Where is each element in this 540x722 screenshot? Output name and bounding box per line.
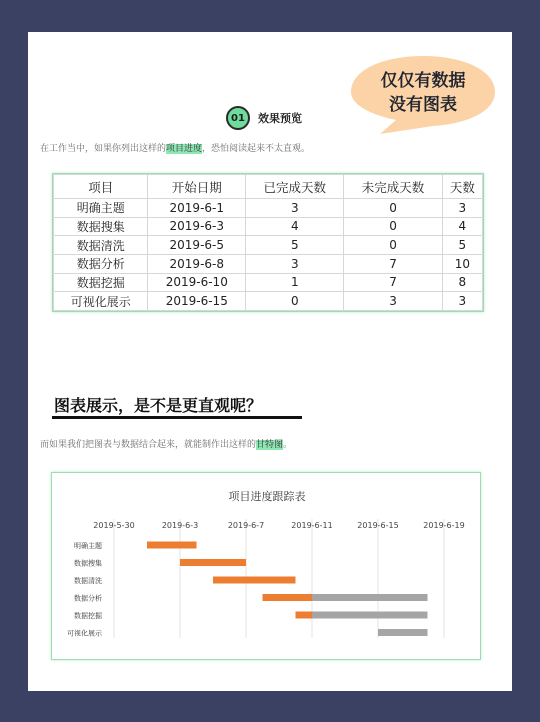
table-cell: 2019-6-15: [148, 292, 246, 311]
table-cell: 数据挖掘: [54, 273, 148, 292]
table-cell: 可视化展示: [54, 292, 148, 311]
table-cell: 1: [246, 273, 344, 292]
table-cell: 3: [344, 292, 442, 311]
section-number: 01: [226, 106, 250, 130]
table-cell: 3: [246, 199, 344, 218]
table-header: 项目: [54, 175, 148, 199]
table-cell: 数据清洗: [54, 236, 148, 255]
bubble-line-2: 没有图表: [389, 95, 457, 115]
intro2-paragraph: [40, 437, 292, 450]
intro2-text-after: 。: [283, 440, 293, 450]
table-header-row: [54, 175, 483, 199]
table-cell: 3: [442, 199, 482, 218]
table-cell: 明确主题: [54, 199, 148, 218]
x-tick-label: 2019-6-15: [357, 521, 399, 530]
chart-title: 项目进度跟踪表: [228, 490, 306, 503]
completed-bar: [180, 559, 246, 566]
table-row: [54, 292, 483, 311]
remaining-bar: [378, 629, 428, 636]
y-category-label: 数据清洗: [74, 577, 102, 585]
heading-underline: [52, 416, 302, 419]
y-category-label: 数据分析: [74, 594, 102, 603]
bubble-line-1: 仅仅有数据: [380, 71, 466, 91]
x-tick-label: 2019-5-30: [93, 521, 135, 530]
table-row: [54, 217, 483, 236]
table-cell: 0: [344, 199, 442, 218]
table-cell: 10: [442, 254, 482, 273]
table-cell: 2019-6-5: [148, 236, 246, 255]
table-cell: 3: [246, 254, 344, 273]
table-row: [54, 254, 483, 273]
table-cell: 4: [442, 217, 482, 236]
completed-bar: [263, 594, 313, 601]
x-tick-label: 2019-6-3: [161, 521, 199, 530]
table-row: [54, 273, 483, 292]
section-heading: 图表展示，是不是更直观呢？: [54, 396, 263, 415]
completed-bar: [147, 542, 197, 549]
completed-bar: [296, 612, 313, 619]
table-cell: 0: [246, 292, 344, 311]
table-row: [54, 199, 483, 218]
table-header: 开始日期: [148, 175, 246, 199]
intro2-highlight: 甘特图: [256, 440, 284, 450]
intro-paragraph: [40, 141, 310, 154]
table-cell: 2019-6-10: [148, 273, 246, 292]
table-cell: 2019-6-3: [148, 217, 246, 236]
table-cell: 2019-6-1: [148, 199, 246, 218]
table-cell: 7: [344, 273, 442, 292]
table-cell: 5: [246, 236, 344, 255]
document-page: [28, 32, 512, 691]
table-cell: 4: [246, 217, 344, 236]
table-cell: 0: [344, 217, 442, 236]
table-cell: 2019-6-8: [148, 254, 246, 273]
table-header: 已完成天数: [246, 175, 344, 199]
x-tick-label: 2019-6-19: [423, 521, 465, 530]
remaining-bar: [312, 594, 428, 601]
x-tick-label: 2019-6-11: [291, 521, 333, 530]
table-header: 未完成天数: [344, 175, 442, 199]
gantt-svg: [52, 473, 482, 661]
intro-text-after: ，恐怕阅读起来不太直观。: [202, 144, 311, 154]
table-cell: 3: [442, 292, 482, 311]
gantt-chart: [51, 472, 481, 660]
table-cell: 8: [442, 273, 482, 292]
table-cell: 5: [442, 236, 482, 255]
section-header: [226, 106, 302, 130]
intro-highlight: 项目进度: [166, 144, 203, 154]
table-cell: 数据分析: [54, 254, 148, 273]
y-category-label: 明确主题: [74, 542, 102, 550]
section-title: 效果预览: [258, 112, 302, 125]
completed-bar: [213, 577, 296, 584]
table-cell: 数据搜集: [54, 217, 148, 236]
intro-text-before: 在工作当中，如果你列出这样的: [40, 144, 167, 154]
y-category-label: 数据挖掘: [74, 612, 102, 620]
y-category-label: 可视化展示: [67, 629, 102, 638]
y-category-label: 数据搜集: [74, 559, 102, 568]
remaining-bar: [312, 612, 428, 619]
table-header: 天数: [442, 175, 482, 199]
table-row: [54, 236, 483, 255]
table-cell: 0: [344, 236, 442, 255]
progress-table: [52, 173, 484, 312]
intro2-text-before: 而如果我们把图表与数据结合起来，就能制作出这样的: [40, 440, 257, 450]
table-cell: 7: [344, 254, 442, 273]
x-tick-label: 2019-6-7: [227, 521, 265, 530]
speech-bubble: [348, 54, 498, 136]
